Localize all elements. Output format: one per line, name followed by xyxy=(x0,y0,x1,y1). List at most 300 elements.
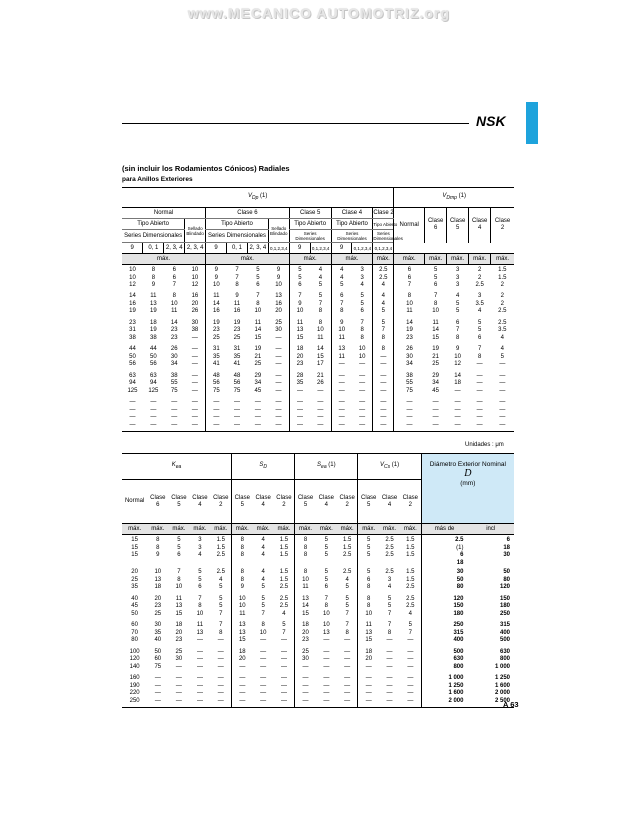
table-cell xyxy=(289,344,310,371)
cell-value: 9 xyxy=(455,346,460,352)
cell-value: 28 xyxy=(296,372,304,379)
table-row xyxy=(122,567,514,594)
clase5-col: Clase 5 xyxy=(447,208,469,243)
table-cell xyxy=(122,620,147,647)
cell-value: 18 xyxy=(296,346,304,352)
cell-value: 8 xyxy=(261,622,265,628)
cell-value: 1.5 xyxy=(406,537,415,543)
cell-value: — xyxy=(129,421,136,428)
table-cell xyxy=(358,567,379,594)
cell-value: — xyxy=(432,399,439,405)
table-cell xyxy=(295,647,316,674)
cell-value: 8 xyxy=(240,544,244,551)
tipo-abierto-clase2: Tipo Abierto xyxy=(373,219,394,230)
table-cell xyxy=(164,265,185,292)
cell-value: 45 xyxy=(432,387,439,394)
cell-value: 11 xyxy=(233,300,241,307)
max-label: máx. xyxy=(394,254,425,265)
cell-value: 5 xyxy=(477,327,482,333)
cell-value: — xyxy=(406,414,413,420)
max-label: máx. xyxy=(316,524,337,535)
cell-value: — xyxy=(275,406,282,413)
cell-value: — xyxy=(296,387,303,394)
cell-value: 500 xyxy=(499,637,510,643)
cell-value: 10 xyxy=(296,308,304,314)
cell-value: — xyxy=(129,399,136,405)
cell-value: 30 xyxy=(302,656,309,662)
series-dim-normal: Series Dimensionales xyxy=(122,230,185,243)
cell-value: 4 xyxy=(282,610,286,617)
table-cell xyxy=(295,594,316,621)
table-cell xyxy=(185,344,206,371)
cell-value: 7 xyxy=(324,595,328,602)
clase5-col: Clase 5 xyxy=(171,494,187,508)
cell-value: 10 xyxy=(322,610,330,617)
clase2-header: Clase 2 xyxy=(373,208,394,219)
cell-value: 7 xyxy=(455,327,460,333)
table-cell xyxy=(337,673,358,707)
cell-value: — xyxy=(302,690,309,696)
cell-value: 5 xyxy=(381,308,386,314)
cell-value: 5 xyxy=(387,603,392,609)
table-cell xyxy=(253,620,274,647)
cell-value: 50 xyxy=(154,648,162,655)
cell-value: 50 xyxy=(131,610,138,617)
table-cell xyxy=(394,318,425,345)
table-cell xyxy=(337,647,358,674)
table-cell xyxy=(331,318,352,345)
max-label: máx. xyxy=(491,254,514,265)
cell-value: — xyxy=(317,414,324,420)
cell-value: 2.5 xyxy=(216,569,225,575)
cell-value: 18 xyxy=(454,380,461,386)
table-cell xyxy=(352,265,373,292)
cell-value: 1.5 xyxy=(406,544,415,551)
table-cell xyxy=(358,647,379,674)
cell-value: — xyxy=(191,399,198,405)
cell-value: 4 xyxy=(219,576,223,583)
cell-value: 400 xyxy=(499,629,510,636)
cell-value: 9 xyxy=(151,282,156,288)
sellado-normal: Sellado Blindado xyxy=(185,219,206,243)
cell-value: 4 xyxy=(340,267,344,273)
cell-value: — xyxy=(217,682,224,689)
cell-value: 10 xyxy=(338,327,346,333)
cell-value: — xyxy=(175,682,182,689)
cell-value: — xyxy=(432,414,439,420)
cell-value: 3 xyxy=(360,267,364,273)
cell-value: 18 xyxy=(154,584,162,590)
table-cell xyxy=(467,620,514,647)
cell-value: — xyxy=(275,414,282,420)
cell-value: 400 xyxy=(453,637,464,643)
cell-value: 11 xyxy=(432,319,439,326)
cell-value: 34 xyxy=(432,380,439,386)
cell-value: 5 xyxy=(324,537,328,543)
cell-value: — xyxy=(302,697,309,704)
cell-value: 5 xyxy=(360,293,364,299)
cell-value: 7 xyxy=(172,282,176,288)
table-cell xyxy=(147,594,168,621)
cell-value: — xyxy=(129,414,136,420)
table-cell xyxy=(227,344,248,371)
cell-value: — xyxy=(317,406,324,413)
clase4-col: Clase 4 xyxy=(381,494,398,508)
cell-value: 20 xyxy=(131,569,138,575)
cell-value: 5 xyxy=(219,584,223,590)
cell-value: 8 xyxy=(407,293,412,299)
max-label: máx. xyxy=(358,524,379,535)
table-cell xyxy=(268,265,289,292)
table-cell xyxy=(268,318,289,345)
cell-value: 35 xyxy=(296,380,304,386)
table-cell xyxy=(400,647,421,674)
table-cell xyxy=(421,620,467,647)
cell-value: 5 xyxy=(324,552,328,558)
table-cell xyxy=(122,265,143,292)
table-cell xyxy=(122,567,147,594)
cell-value: — xyxy=(260,675,267,681)
cell-value: 15 xyxy=(317,353,324,360)
table-cell xyxy=(232,535,253,568)
cell-value: — xyxy=(150,421,157,428)
table-cell xyxy=(168,594,189,621)
cell-value: 56 xyxy=(233,380,241,386)
table-cell xyxy=(122,673,147,707)
cell-value: 1.5 xyxy=(216,537,225,543)
cell-value: — xyxy=(175,675,182,681)
cell-value: — xyxy=(338,421,345,428)
cell-value: — xyxy=(260,697,267,704)
clase4-col: Clase 4 xyxy=(469,208,491,243)
cell-value: — xyxy=(380,406,387,413)
cell-value: 10 xyxy=(432,308,439,314)
table-cell xyxy=(227,265,248,292)
max-label: máx. xyxy=(295,524,316,535)
cell-value: 31 xyxy=(129,327,136,333)
cell-value: — xyxy=(302,675,309,681)
cell-value: 15 xyxy=(238,637,246,643)
cell-value: 10 xyxy=(212,282,220,288)
cell-value: — xyxy=(476,399,483,405)
cell-value: 6 xyxy=(324,584,328,590)
cell-value: — xyxy=(196,648,203,655)
table-cell xyxy=(289,318,310,345)
cell-value: 6 xyxy=(198,584,202,590)
cell-value: 31 xyxy=(212,346,220,352)
cell-value: 13 xyxy=(365,629,373,636)
cell-value: — xyxy=(196,697,203,704)
cell-value: 1.5 xyxy=(279,544,289,551)
table-cell xyxy=(447,291,469,318)
table-cell xyxy=(447,265,469,292)
cell-value: 19 xyxy=(129,308,136,314)
cell-value: — xyxy=(386,663,393,670)
cell-value: 80 xyxy=(456,584,464,590)
table-cell xyxy=(425,397,447,431)
cell-value: 6 xyxy=(340,293,344,299)
cell-value: 3.5 xyxy=(475,300,484,307)
cell-value: 220 xyxy=(129,690,140,696)
cell-value: — xyxy=(260,663,267,670)
max-label: máx. xyxy=(189,524,210,535)
cell-value: — xyxy=(344,682,351,689)
cell-value: 25 xyxy=(275,319,282,326)
clase4-col: Clase 4 xyxy=(318,494,334,508)
cell-value: 29 xyxy=(254,372,262,379)
cell-value: — xyxy=(260,656,267,662)
cell-value: — xyxy=(275,334,282,341)
cell-value: 31 xyxy=(233,346,241,352)
cell-value: 4 xyxy=(500,346,504,352)
cell-value: 4 xyxy=(261,544,265,551)
cell-value: 4 xyxy=(318,274,323,281)
cell-value: 6 xyxy=(177,552,181,558)
table-cell xyxy=(469,318,491,345)
table-row xyxy=(122,265,514,292)
table-cell xyxy=(394,265,425,292)
cell-value: 5 xyxy=(367,552,371,558)
cell-value: 5 xyxy=(367,544,371,551)
table-cell xyxy=(274,594,295,621)
cell-value: — xyxy=(239,675,246,681)
table-row xyxy=(122,371,514,398)
cell-value: 5 xyxy=(261,603,265,609)
cell-value: 19 xyxy=(150,327,157,333)
table-cell xyxy=(147,620,168,647)
cell-value: 8 xyxy=(303,552,308,558)
cell-value: 3 xyxy=(477,293,482,299)
cell-value: 8 xyxy=(381,346,386,352)
table-cell xyxy=(467,567,514,594)
cell-value: 800 xyxy=(453,663,464,670)
cell-value: 8 xyxy=(177,576,181,583)
table-cell xyxy=(122,397,143,431)
cell-value: 5 xyxy=(360,300,364,307)
table-cell xyxy=(373,344,394,371)
cell-value: — xyxy=(191,380,198,386)
cell-value: 11 xyxy=(175,595,182,602)
cell-value: 150 xyxy=(499,595,510,602)
cell-value: 5 xyxy=(324,576,328,583)
series-dim-clase2: Series Dimensionales xyxy=(373,231,403,241)
cell-value: 75 xyxy=(170,387,178,394)
clase4-col: Clase 4 xyxy=(192,494,208,508)
tipo-abierto-clase6: Tipo Abierto xyxy=(206,219,269,230)
cell-value: — xyxy=(254,406,261,413)
cell-value: — xyxy=(196,682,203,689)
cell-value: 30 xyxy=(170,353,178,360)
cell-value: 4 xyxy=(408,610,412,617)
cell-value: 8 xyxy=(240,576,244,583)
tolerance-table-lower xyxy=(122,453,514,708)
table-cell xyxy=(147,535,168,568)
clase5-col: Clase 5 xyxy=(232,480,253,524)
table-cell xyxy=(421,567,467,594)
cell-value: — xyxy=(344,637,351,643)
cell-value: 8 xyxy=(387,629,392,636)
table-cell xyxy=(491,371,514,398)
cell-value: — xyxy=(280,656,287,662)
brand-logo: NSK xyxy=(476,113,506,129)
table-cell xyxy=(268,371,289,398)
table-cell xyxy=(247,291,268,318)
cell-value: 18 xyxy=(456,559,464,566)
cell-value: — xyxy=(499,387,506,394)
cell-value: 60 xyxy=(131,622,138,628)
cell-value: 13 xyxy=(196,629,204,636)
table-cell xyxy=(352,291,373,318)
cell-value: 3 xyxy=(198,537,202,543)
table-cell xyxy=(469,371,491,398)
cell-value: — xyxy=(196,656,203,662)
table-cell xyxy=(185,318,206,345)
table-cell xyxy=(253,647,274,674)
cell-value: — xyxy=(302,663,309,670)
table-cell xyxy=(147,647,168,674)
series-label: 9 xyxy=(206,243,227,254)
cell-value: 7 xyxy=(387,610,392,617)
table-cell xyxy=(210,567,231,594)
cell-value: — xyxy=(386,656,393,662)
cell-value: 7 xyxy=(235,267,239,273)
table-cell xyxy=(421,647,467,674)
cell-value: 8 xyxy=(303,537,308,543)
cell-value: 45 xyxy=(131,603,138,609)
table-cell xyxy=(247,344,268,371)
max-label: máx. xyxy=(379,524,400,535)
cell-value: — xyxy=(175,697,182,704)
cell-value: — xyxy=(380,361,387,367)
cell-value: — xyxy=(386,637,393,643)
cell-value: 6 xyxy=(172,267,176,273)
units-label: Unidades : μm xyxy=(465,442,504,448)
series-label: 9 xyxy=(289,243,310,254)
cell-value: — xyxy=(280,675,287,681)
cell-value: — xyxy=(386,690,393,696)
cell-value: — xyxy=(233,414,240,420)
cell-value: 13 xyxy=(322,629,330,636)
cell-value: 5 xyxy=(298,274,302,281)
cell-value: 30 xyxy=(503,552,510,558)
table-cell xyxy=(373,397,394,431)
cell-value: 5 xyxy=(198,569,202,575)
cell-value: 5 xyxy=(455,308,460,314)
cell-value: 30 xyxy=(175,656,183,662)
table-cell xyxy=(491,265,514,292)
clase5-col: Clase 5 xyxy=(358,480,379,524)
cell-value: 5 xyxy=(256,267,260,273)
cell-value: 5 xyxy=(381,319,386,326)
table-cell xyxy=(469,291,491,318)
table-cell xyxy=(189,620,210,647)
cell-value: — xyxy=(196,663,203,670)
cell-value: 2.5 xyxy=(279,584,289,590)
cell-value: 23 xyxy=(233,327,241,333)
cell-value: 4 xyxy=(500,334,504,341)
cell-value: — xyxy=(406,406,413,413)
cell-value: 6 xyxy=(506,537,510,543)
cell-value: 190 xyxy=(129,682,140,689)
cell-value: 5 xyxy=(219,603,223,609)
table-row xyxy=(122,397,514,431)
cell-value: — xyxy=(499,372,506,379)
table-cell xyxy=(268,397,289,431)
cell-value: — xyxy=(407,648,414,655)
table-cell xyxy=(143,397,164,431)
table-cell xyxy=(168,620,189,647)
table-cell xyxy=(358,620,379,647)
cell-value: 4 xyxy=(381,300,386,307)
cell-value: 35 xyxy=(212,353,220,360)
table-cell xyxy=(425,291,447,318)
cell-value: — xyxy=(454,399,461,405)
vcs-header: $V_{Cs}$ (1) xyxy=(358,454,421,480)
cell-value: 12 xyxy=(454,361,461,367)
sellado-clase6: Sellado Blindado xyxy=(268,219,289,243)
cell-value: 120 xyxy=(453,595,464,602)
cell-value: 21 xyxy=(432,353,439,360)
cell-value: 13 xyxy=(150,300,157,307)
cell-value: — xyxy=(432,421,439,428)
cell-value: 5 xyxy=(340,282,344,288)
cell-value: 15 xyxy=(131,537,138,543)
cell-value: 8 xyxy=(367,595,371,602)
cell-value: 23 xyxy=(175,637,183,643)
cell-value: 2.5 xyxy=(279,603,289,609)
cell-value: 10 xyxy=(259,629,267,636)
cell-value: 8 xyxy=(381,334,386,341)
cell-value: — xyxy=(499,406,506,413)
table-cell xyxy=(491,344,514,371)
table-cell xyxy=(232,567,253,594)
table-row xyxy=(122,620,514,647)
table-cell xyxy=(189,594,210,621)
table-cell xyxy=(379,567,400,594)
cell-value: 4 xyxy=(387,584,392,590)
table-cell xyxy=(425,371,447,398)
table-cell xyxy=(400,620,421,647)
cell-value: — xyxy=(380,380,387,386)
cell-value: 7 xyxy=(261,610,265,617)
cell-value: 14 xyxy=(454,372,461,379)
cell-value: 5 xyxy=(282,622,286,628)
cell-value: — xyxy=(407,697,414,704)
cell-value: 10 xyxy=(275,282,282,288)
cell-value: 1.5 xyxy=(216,544,225,551)
clase2-col: Clase 2 xyxy=(491,208,514,243)
table-cell xyxy=(310,397,331,431)
cell-value: 1.5 xyxy=(498,267,507,273)
cell-value: 34 xyxy=(170,361,178,367)
cell-value: 5 xyxy=(256,274,260,281)
cell-value: — xyxy=(171,414,178,420)
cell-value: 6 xyxy=(367,576,371,583)
cell-value: 18 xyxy=(150,319,157,326)
cell-value: — xyxy=(191,334,198,341)
cell-value: 10 xyxy=(196,610,204,617)
cell-value: 3 xyxy=(455,274,460,281)
cell-value: 45 xyxy=(254,387,262,394)
table-cell xyxy=(400,535,421,568)
cell-value: — xyxy=(217,656,224,662)
cell-value: 1.5 xyxy=(279,576,289,583)
clase2-col: Clase 2 xyxy=(402,494,418,508)
clase4-header: Clase 4 xyxy=(331,208,373,219)
cell-value: 6 xyxy=(407,267,412,273)
table-cell xyxy=(295,620,316,647)
table-cell xyxy=(206,318,227,345)
